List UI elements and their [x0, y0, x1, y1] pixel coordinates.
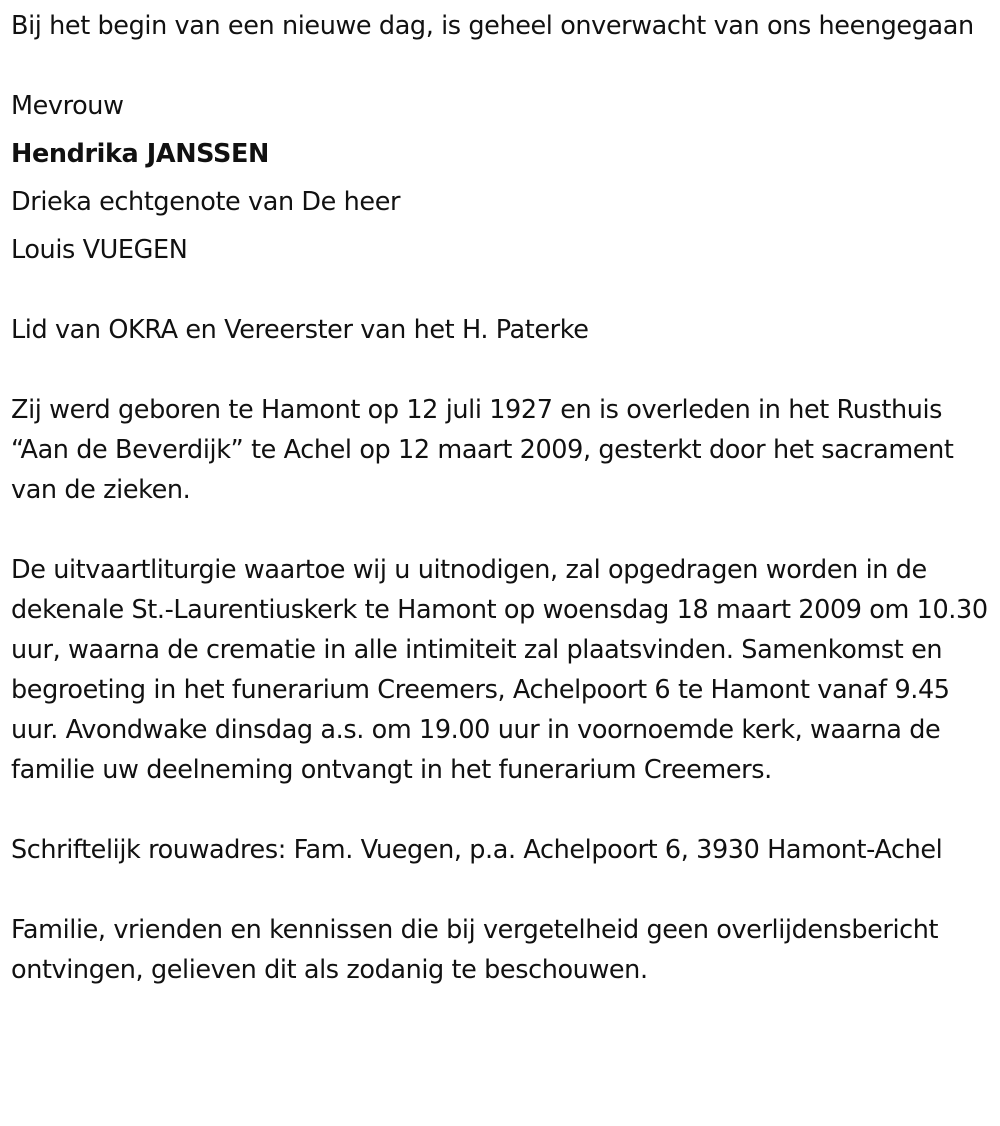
deceased-name: Hendrika JANSSEN: [11, 139, 269, 169]
spouse-line-2: Louis VUEGEN: [11, 235, 188, 265]
address-paragraph: Schriftelijk rouwadres: Fam. Vuegen, p.a. Achelpoort 6, 3930 Hamont-Achel: [11, 835, 943, 865]
spacer: [11, 350, 996, 390]
spouse-line-1: Drieka echtgenote van De heer: [11, 187, 401, 217]
obituary-document: [11, 6, 996, 990]
funeral-paragraph: De uitvaartliturgie waartoe wij u uitnodigen, zal opgedragen worden in de dekenale St.-Laurentiuskerk te Hamont op woensdag 18 maart 2009 om 10.30 uur, waarna de crematie in alle intimiteit zal plaatsvinden. Samenkomst en begroeting in het funerarium Creemers, Achelpoort 6 te Hamont vanaf 9.45 uur. Avondwake dinsdag a.s. om 19.00 uur in voornoemde kerk, waarna de familie uw deelneming ontvangt in het funerarium Creemers.: [11, 555, 988, 785]
spacer: [11, 510, 996, 550]
membership-paragraph: Lid van OKRA en Vereerster van het H. Paterke: [11, 315, 589, 345]
spacer: [11, 790, 996, 830]
spacer: [11, 270, 996, 310]
closing-paragraph: Familie, vrienden en kennissen die bij vergetelheid geen overlijdensbericht ontvingen, gelieven dit als zodanig te beschouwen.: [11, 915, 939, 985]
intro-paragraph: Bij het begin van een nieuwe dag, is geheel onverwacht van ons heengegaan: [11, 11, 974, 41]
salutation: Mevrouw: [11, 91, 124, 121]
birth-death-paragraph: Zij werd geboren te Hamont op 12 juli 1927 en is overleden in het Rusthuis “Aan de Beverdijk” te Achel op 12 maart 2009, gesterkt door het sacrament van de zieken.: [11, 395, 954, 505]
spacer: [11, 46, 996, 86]
deceased-block: [11, 82, 996, 274]
spacer: [11, 870, 996, 910]
